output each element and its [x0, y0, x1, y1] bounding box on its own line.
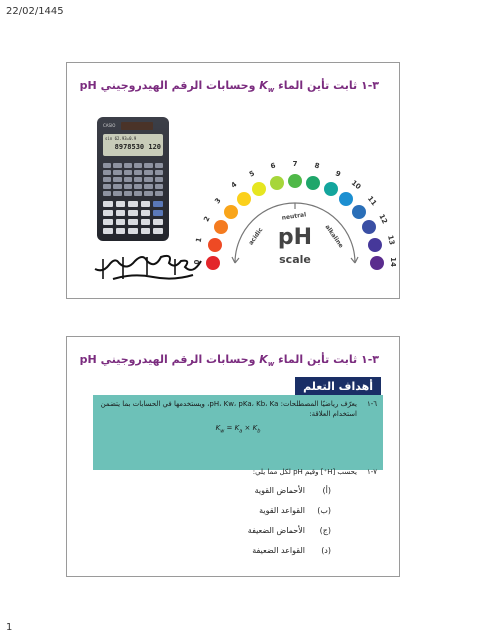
- ph-number-label: 0: [193, 259, 201, 265]
- calculator-key: [134, 163, 142, 168]
- ph-number-label: 10: [349, 179, 363, 192]
- function-keys: [103, 163, 163, 196]
- calculator-key: [103, 163, 111, 168]
- ph-acidic-label: acidic: [247, 226, 265, 247]
- sub-item-label: (ب): [317, 506, 331, 515]
- objective-2-sublist: [99, 481, 377, 561]
- screen-line-1: sin 62.93=0.9: [105, 136, 137, 141]
- sub-item-text: الأحماض الضعيفة: [247, 526, 305, 535]
- calculator-number-key: [141, 201, 151, 207]
- ph-number-label: 5: [248, 169, 257, 179]
- ph-number-label: 11: [365, 194, 378, 208]
- number-keys: [103, 201, 163, 234]
- calculator-key: [103, 184, 111, 189]
- objectives-box: [93, 395, 383, 470]
- title-suffix: وحسابات الرقم الهيدروجيني pH: [79, 79, 256, 92]
- formula-b: b: [257, 428, 261, 435]
- calculator-number-key: [128, 219, 138, 225]
- calculator-number-key: [103, 210, 113, 216]
- formula-eq: = K: [224, 424, 240, 432]
- ph-color-circle: [237, 192, 251, 206]
- calculator-key: [144, 170, 152, 175]
- calculator-key: [134, 191, 142, 196]
- ph-color-circle: [370, 256, 384, 270]
- calculator-number-key: [116, 219, 126, 225]
- title-kw-sub: w: [267, 360, 275, 369]
- list-item: [99, 521, 331, 541]
- objective-2: [93, 467, 383, 561]
- title-kw: [259, 353, 275, 369]
- sub-item-text: القواعد القوية: [259, 506, 305, 515]
- calculator-key: [103, 191, 111, 196]
- ph-scale-label: scale: [279, 253, 311, 266]
- calculator-key: [144, 184, 152, 189]
- sub-item-text: القواعد الضعيفة: [252, 546, 305, 555]
- slide-2-title: [80, 353, 379, 368]
- calculator-screen: [103, 134, 163, 156]
- objective-2-number: ٧-١: [366, 468, 377, 476]
- sub-item-label: (ج): [319, 526, 331, 535]
- ph-number-label: 2: [202, 215, 212, 224]
- calculator-key: [134, 184, 142, 189]
- ph-color-circle: [208, 238, 222, 252]
- formula-a: a: [239, 428, 243, 435]
- title-kw-letter: K: [259, 79, 268, 92]
- page-date: 22/02/1445: [6, 6, 64, 17]
- objective-1: [99, 399, 377, 419]
- sub-item-label: (أ): [322, 486, 331, 495]
- calculator-key: [113, 191, 121, 196]
- ph-neutral-label: neutral: [281, 211, 307, 222]
- ph-big-label: pH: [277, 225, 313, 250]
- ph-number-label: 8: [313, 162, 321, 171]
- ph-number-label: 4: [229, 180, 239, 191]
- calculator-number-key: [128, 201, 138, 207]
- calculator-image: [97, 117, 169, 241]
- calculator-key: [155, 191, 163, 196]
- calculator-key: [134, 170, 142, 175]
- ph-number-label: 12: [377, 213, 390, 226]
- calculator-key: [144, 163, 152, 168]
- calculator-key: [134, 177, 142, 182]
- calculator-number-key: [103, 228, 113, 234]
- ph-color-circle: [270, 176, 284, 190]
- ph-color-circle: [288, 174, 302, 188]
- title-prefix: ٣-١ ثابت تأين الماء: [278, 353, 379, 366]
- calculator-key: [155, 170, 163, 175]
- calculator-number-key: [116, 210, 126, 216]
- objective-2-row: [99, 467, 377, 477]
- calculator-number-key: [116, 228, 126, 234]
- list-item: [99, 501, 331, 521]
- calculator-number-key: [103, 201, 113, 207]
- calculator-key: [124, 163, 132, 168]
- ph-number-label: 7: [292, 160, 298, 168]
- title-suffix: وحسابات الرقم الهيدروجيني pH: [79, 353, 256, 366]
- calculator-key: [144, 177, 152, 182]
- calculator-key: [103, 177, 111, 182]
- calculator-number-key: [153, 228, 163, 234]
- ph-color-circle: [324, 182, 338, 196]
- title-kw-sub: w: [267, 86, 275, 95]
- calculator-key: [124, 184, 132, 189]
- calculator-key: [124, 177, 132, 182]
- list-item: [99, 541, 331, 561]
- learning-objectives-header: أهداف التعلم: [295, 377, 381, 396]
- ph-color-circle: [368, 238, 382, 252]
- ph-number-label: 6: [269, 162, 277, 171]
- formula-w: w: [220, 428, 225, 435]
- objective-2-text: يحسب [H⁺] وقيم pH لكل مما يلي:: [252, 468, 357, 476]
- ph-number-label: 1: [195, 236, 204, 244]
- calculator-number-key: [153, 219, 163, 225]
- solar-panel: [121, 122, 153, 130]
- title-kw: [259, 79, 275, 95]
- sub-item-label: (د): [321, 546, 331, 555]
- slide-1: [66, 62, 400, 299]
- slide-1-title: [80, 79, 379, 94]
- title-kw-letter: K: [259, 353, 268, 366]
- calculator-key: [113, 177, 121, 182]
- slide-2: [66, 336, 400, 577]
- calculator-key: [113, 184, 121, 189]
- calculator-number-key: [103, 219, 113, 225]
- calculator-number-key: [153, 201, 163, 207]
- formula-times: × K: [242, 424, 258, 432]
- ph-number-label: 14: [389, 257, 397, 267]
- objective-1-number: ٦-١: [366, 400, 377, 408]
- calculator-key: [124, 170, 132, 175]
- ph-color-circle: [362, 220, 376, 234]
- calculator-key: [124, 191, 132, 196]
- formula-k: K: [215, 424, 221, 432]
- calculator-number-key: [153, 210, 163, 216]
- ph-number-label: 3: [213, 196, 224, 206]
- calculator-number-key: [141, 219, 151, 225]
- calculator-number-key: [128, 210, 138, 216]
- ph-color-circle: [339, 192, 353, 206]
- ph-number-label: 13: [385, 234, 396, 246]
- calculator-key: [144, 191, 152, 196]
- calculator-key: [155, 177, 163, 182]
- page-number: 1: [6, 622, 13, 633]
- calculator-key: [103, 170, 111, 175]
- title-prefix: ٣-١ ثابت تأين الماء: [278, 79, 379, 92]
- ph-color-circle: [224, 205, 238, 219]
- ph-color-circle: [352, 205, 366, 219]
- calculator-brand: CASIO: [103, 123, 116, 128]
- ph-number-label: 9: [333, 169, 342, 179]
- objective-1-text: يعرّف رياضيًا المصطلحات: pH، Kw، pKa، Kb، Ka، ويستخدمها في الحسابات بما يتضمن استخدام العلاقة:: [100, 400, 357, 418]
- ph-alkaline-label: alkaline: [323, 223, 345, 250]
- calculator-number-key: [141, 228, 151, 234]
- calculator-number-key: [141, 210, 151, 216]
- kw-formula: [99, 423, 377, 436]
- calculator-key: [113, 170, 121, 175]
- sub-item-text: الأحماض القوية: [254, 486, 305, 495]
- calculator-key: [155, 163, 163, 168]
- calculator-key: [155, 184, 163, 189]
- screen-line-2: 8978530 120: [114, 143, 161, 151]
- calculator-number-key: [116, 201, 126, 207]
- calculator-key: [113, 163, 121, 168]
- calculator-number-key: [128, 228, 138, 234]
- list-item: [99, 481, 331, 501]
